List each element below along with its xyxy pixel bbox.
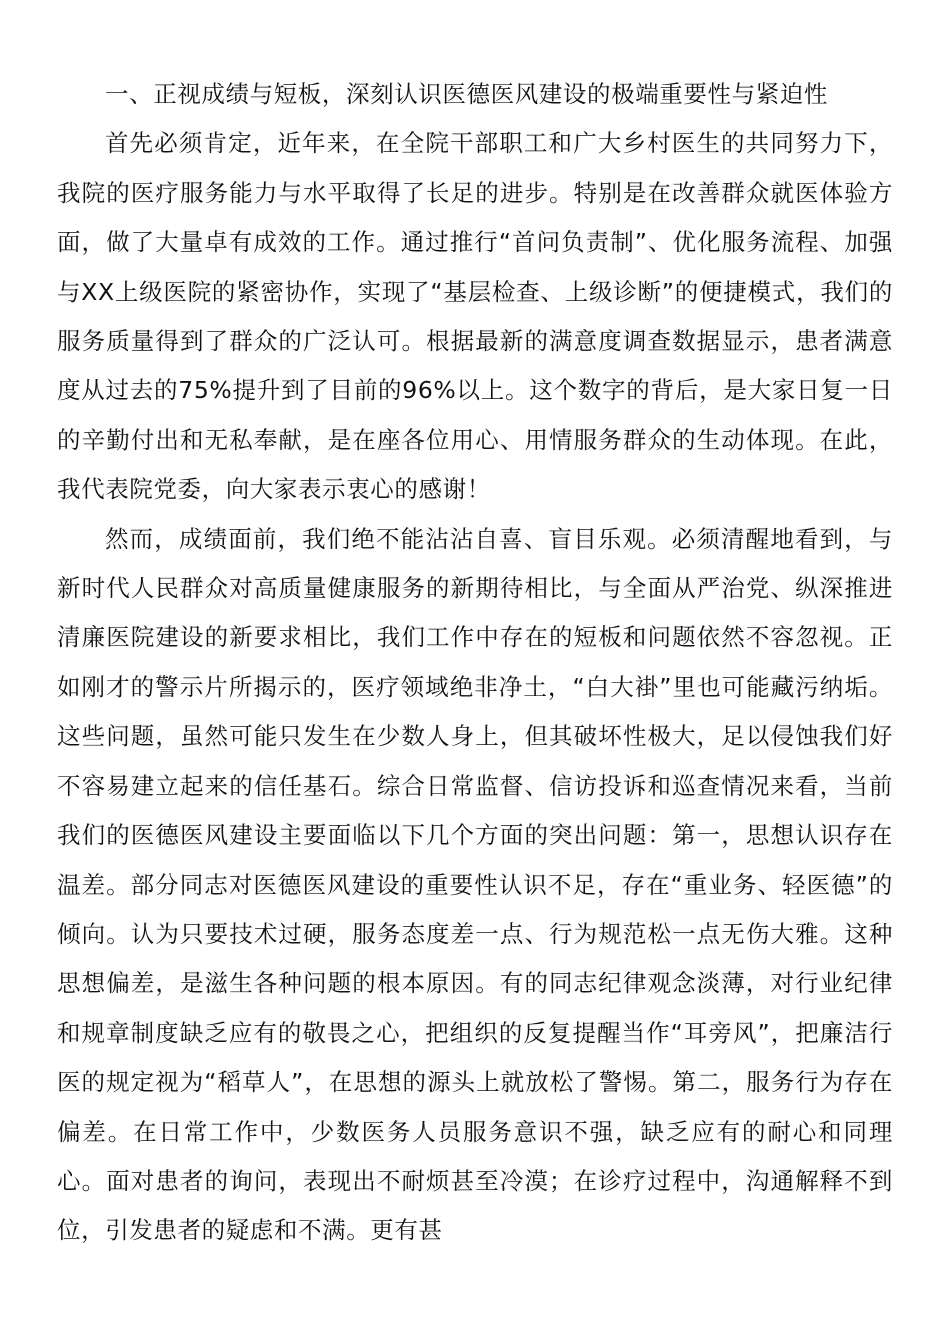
- document-page: [57, 70, 893, 1256]
- section-heading: 一、正视成绩与短板，深刻认识医德医风建设的极端重要性与紧迫性: [105, 80, 828, 108]
- paragraph-1: 首先必须肯定，近年来，在全院干部职工和广大乡村医生的共同努力下，我院的医疗服务能力与水平取得了长足的进步。特别是在改善群众就医体验方面，做了大量卓有成效的工作。通过推行“首问负责制”、优化服务流程、加强与XX上级医院的紧密协作，实现了“基层检查、上级诊断”的便捷模式，我们的服务质量得到了群众的广泛认可。根据最新的满意度调查数据显示，患者满意度从过去的75%提升到了目前的96%以上。这个数字的背后，是大家日复一日的辛勤付出和无私奉献，是在座各位用心、用情服务群众的生动体现。在此，我代表院党委，向大家表示衷心的感谢！: [57, 129, 893, 504]
- paragraph-2: 然而，成绩面前，我们绝不能沾沾自喜、盲目乐观。必须清醒地看到，与新时代人民群众对高质量健康服务的新期待相比，与全面从严治党、纵深推进清廉医院建设的新要求相比，我们工作中存在的短板和问题依然不容忽视。正如刚才的警示片所揭示的，医疗领域绝非净土，“白大褂”里也可能藏污纳垢。这些问题，虽然可能只发生在少数人身上，但其破坏性极大，足以侵蚀我们好不容易建立起来的信任基石。综合日常监督、信访投诉和巡查情况来看，当前我们的医德医风建设主要面临以下几个方面的突出问题：第一，思想认识存在温差。部分同志对医德医风建设的重要性认识不足，存在“重业务、轻医德”的倾向。认为只要技术过硬，服务态度差一点、行为规范松一点无伤大雅。这种思想偏差，是滋生各种问题的根本原因。有的同志纪律观念淡薄，对行业纪律和规章制度缺乏应有的敬畏之心，把组织的反复提醒当作“耳旁风”，把廉洁行医的规定视为“稻草人”，在思想的源头上就放松了警惕。第二，服务行为存在偏差。在日常工作中，少数医务人员服务意识不强，缺乏应有的耐心和同理心。面对患者的询问，表现出不耐烦甚至冷漠；在诊疗过程中，沟通解释不到位，引发患者的疑虑和不满。更有甚: [57, 524, 893, 1245]
